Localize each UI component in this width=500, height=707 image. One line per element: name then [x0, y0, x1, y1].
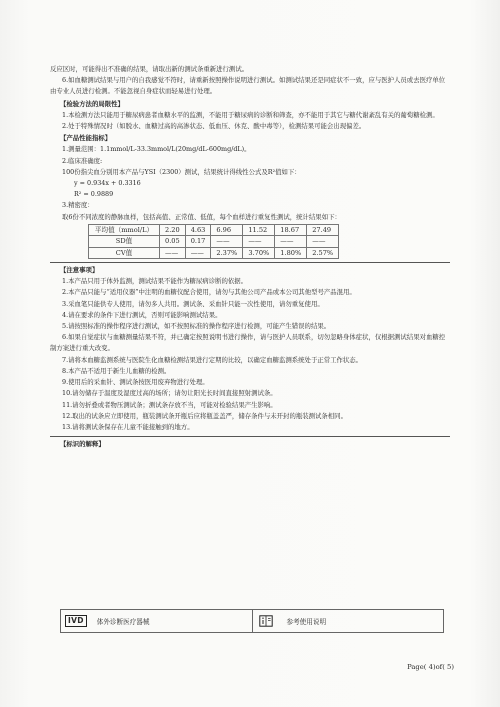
precaution-12: 12.取出的试条应立即使用，瓶装测试条开瓶后应将瓶盖盖严，储存条件与未开封的瓶装测试条相同。	[62, 411, 347, 420]
precaution-7: 7.请将本血糖监测系统与医院生化血糖检测结果进行定期的比较，以确定血糖监测系统处于正常工作状态。	[62, 355, 363, 364]
table-cell: ——	[243, 236, 275, 247]
limitation-1: 1.本检测方法只能用于糖尿病患者血糖水平的监测，不能用于糖尿病的诊断和筛查，亦不能用于其它与糖代谢紊乱有关的葡萄糖检测。	[62, 110, 439, 119]
table-cell: ——	[185, 247, 211, 258]
table-row	[89, 247, 339, 258]
precaution-6: 6.如果自觉症状与血糖测量结果不符，并已确定按照说明书进行操作，请与医护人员联系，切勿忽略身体症状，仅根据测试结果对血糖控制方案进行重大改变。	[50, 333, 446, 353]
table-cell: 1.80%	[275, 247, 307, 258]
precision-table	[88, 224, 339, 259]
precaution-2: 2.本产品只能与“适用仪器”中注明的血糖仪配合使用，请勿与其他公司产品或本公司其他型号产品混用。	[62, 288, 356, 297]
table-cell: 2.20	[160, 224, 186, 235]
table-cell: ——	[160, 247, 186, 258]
table-cell: 2.57%	[307, 247, 339, 258]
table-cell: 18.67	[275, 224, 307, 235]
table-row	[89, 236, 339, 247]
table-cell: ——	[307, 236, 339, 247]
table-cell: ——	[275, 236, 307, 247]
ivd-icon: IVD	[65, 615, 87, 627]
intro-line-2: 6.如血糖测试结果与用户的自我感觉不符时，请重新按照操作说明进行测试。如测试结果还是同症状不一致，应与医护人员或去医疗单位由专业人员进行检测。不能忽视自身症状而轻易进行处理。	[50, 76, 446, 96]
precaution-5: 5.请按照标准的操作程序进行测试，如不按照标准的操作程序进行检测，可能产生错误的结果。	[62, 322, 331, 331]
instructions-book-icon	[259, 615, 273, 627]
table-row	[89, 224, 339, 235]
intro-line-1: 反应区时，可能得出不准确的结果，请取出新的测试条重新进行测试。	[50, 65, 249, 73]
page-content	[50, 64, 450, 450]
symbols-section	[50, 436, 450, 450]
limitations-heading: 【检验方法的局限性】	[60, 99, 124, 108]
table-cell: 4.63	[185, 224, 211, 235]
precaution-4: 4.请在要求的条件下进行测试，否则可能影响测试结果。	[62, 310, 222, 319]
table-cell: 2.37%	[211, 247, 243, 258]
symbol-ivd	[61, 610, 252, 632]
table-cell: 0.05	[160, 236, 186, 247]
mean-label: 平均值（mmol/L）	[89, 224, 160, 235]
perf-formula-2: R² = 0.9889	[74, 190, 114, 199]
perf-accuracy: 2.临床准确度:	[62, 156, 103, 165]
precaution-13: 13.请将测试条保存在儿童不能接触到的地方。	[62, 422, 194, 431]
table-cell: 3.70%	[243, 247, 275, 258]
precautions-section	[50, 262, 450, 433]
perf-precision: 3.精密度：	[62, 201, 94, 210]
perf-precision-desc: 取6份不同浓度的静脉血样，包括高值、正常值、低值，每个血样进行重复性测试，统计结果如下：	[62, 212, 341, 221]
table-cell: 11.52	[243, 224, 275, 235]
precaution-3: 3.采血笔只能供专人使用，请勿多人共用。测试条、采血针只能一次性使用，请勿重复使用。	[62, 299, 324, 308]
symbol-ifu	[252, 610, 444, 632]
symbols-table	[60, 609, 444, 633]
precaution-11: 11.请勿折叠或者物压测试条；测试条存放不当，可能对检验结果产生影响。	[62, 400, 277, 409]
table-cell: 6.96	[211, 224, 243, 235]
table-cell: ——	[211, 236, 243, 247]
ifu-label: 参考使用说明	[286, 618, 327, 626]
cv-label: CV值	[89, 247, 160, 258]
perf-formula-1: y = 0.934x + 0.3316	[74, 179, 141, 188]
perf-accuracy-desc: 100份指尖血分别用本产品与YSI（2300）测试，结果统计得线性公式及R²值如下：	[62, 167, 301, 176]
performance-heading: 【产品性能指标】	[60, 134, 112, 143]
ivd-label: 体外诊断医疗器械	[96, 618, 150, 626]
precaution-9: 9.使用后的采血针、测试条按医用废弃物进行处理。	[62, 378, 209, 387]
perf-range: 1.测量范围：1.1mmol/L-33.3mmol/L(20mg/dL-600mg/dL)。	[62, 145, 251, 154]
precaution-1: 1.本产品只用于体外监测，测试结果不能作为糖尿病诊断的依据。	[62, 277, 248, 286]
precaution-10: 10.请勿储存于温度及湿度过高的场所；请勿让阳光长时间直接照射测试条。	[62, 389, 277, 398]
sd-label: SD值	[89, 236, 160, 247]
precaution-8: 8.本产品不适用于新生儿血糖的检测。	[62, 366, 171, 375]
table-cell: 0.17	[185, 236, 211, 247]
symbols-heading: 【标识的解释】	[60, 440, 105, 449]
page-number: Page( 4)of( 5)	[407, 663, 454, 671]
limitation-2: 2.处于特殊情况时（如脱水、血糖过高的高渗状态、低血压、休克、酸中毒等），检测结果可能会出现偏差。	[62, 122, 366, 131]
table-cell: 27.49	[307, 224, 339, 235]
precautions-heading: 【注意事项】	[60, 266, 99, 275]
